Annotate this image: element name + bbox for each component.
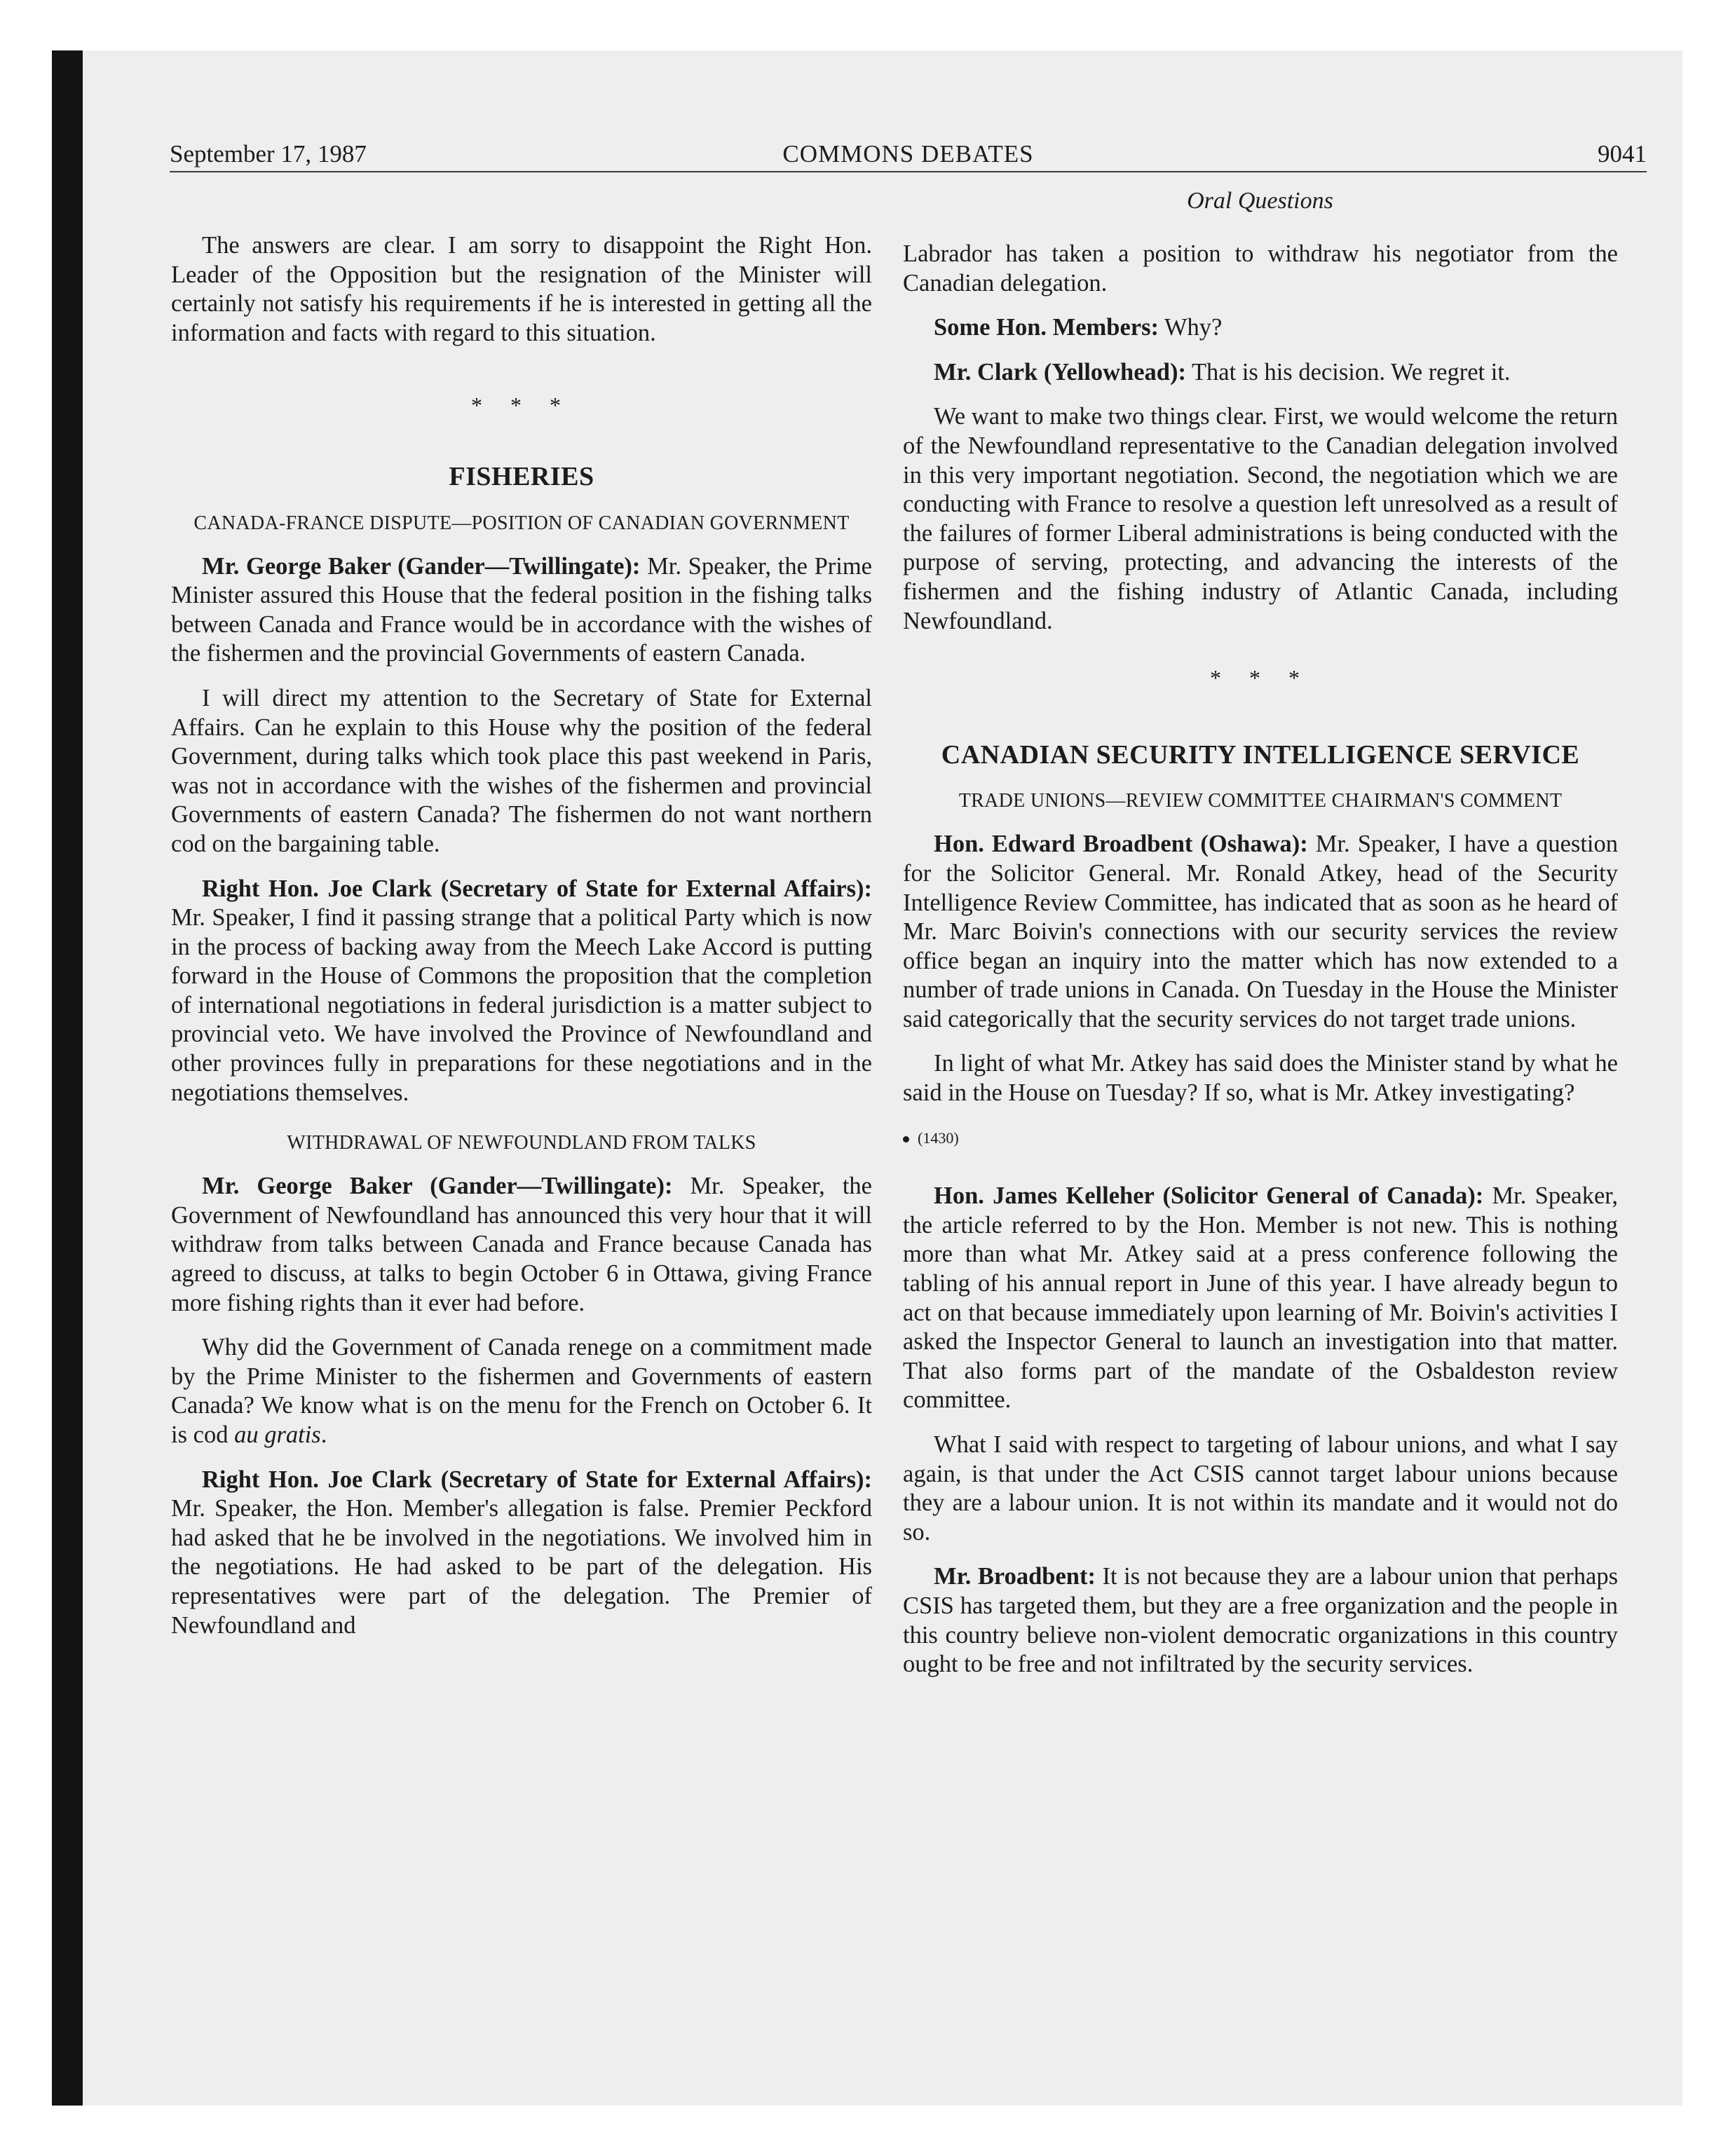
paragraph — [903, 1562, 1618, 1679]
paragraph: What I said with respect to targeting of labour unions, and what I say again, is that under the Act CSIS cannot target labour unions because they are a labour union. It is not within its mandate and it would not do so. — [903, 1431, 1618, 1546]
left-column — [171, 231, 872, 1656]
paragraph — [903, 830, 1618, 1034]
section-separator: * * * — [471, 393, 572, 418]
italic-phrase: au gratis — [234, 1421, 321, 1448]
binding-edge — [52, 50, 83, 2106]
speech-text: Mr. Speaker, the article referred to by the Hon. Member is not new. This is nothing more than what Mr. Atkey said at a press conference following the tabling of his annual report in June of this year. I have already begun to act on that because immediately upon learning of Mr. Boivin's activities I asked the Inspector General to launch an investigation into that matter. That also forms part of the mandate of the Osbaldeston review committee. — [903, 1182, 1618, 1414]
bullet-icon — [903, 1136, 909, 1142]
section-subheader: Oral Questions — [1187, 188, 1333, 214]
topic-heading: TRADE UNIONS—REVIEW COMMITTEE CHAIRMAN'S COMMENT — [958, 790, 1563, 812]
speaker-name: Some Hon. Members: — [934, 314, 1159, 341]
speech-text: Why? — [1158, 314, 1223, 341]
paragraph: The answers are clear. I am sorry to disappoint the Right Hon. Leader of the Opposition but the resignation of the Minister will certainly not satisfy his requirements if he is interested in getting all the information and facts with regard to this situation. — [171, 232, 872, 346]
speech-text: That is his decision. We regret it. — [1185, 358, 1511, 386]
speaker-name: Right Hon. Joe Clark (Secretary of State for External Affairs): — [202, 1466, 872, 1493]
header-page-number: 9041 — [1598, 140, 1647, 168]
speech-text: Mr. Speaker, the Prime Minister assured this House that the federal position in the fishing talks between Canada and France would be in accordance with the wishes of the fishermen and the provincial Governments of eastern Canada. — [171, 552, 872, 667]
time-marker-text: (1430) — [918, 1128, 959, 1147]
speech-text: Mr. Speaker, the Government of Newfoundland has announced this very hour that it will withdraw from talks between Canada and France because Canada has agreed to discuss, at talks to begin October 6 in Ottawa, giving France more fishing rights than it ever had before. — [171, 1173, 872, 1316]
paragraph — [171, 1172, 872, 1318]
paragraph — [171, 1466, 872, 1641]
section-separator: * * * — [1210, 665, 1311, 691]
time-marker — [903, 1124, 1618, 1153]
speech-text: It is not because they are a labour union that perhaps CSIS has targeted them, but they are a free organization and the people in this country believe non-violent democratic organizations in this country ought to be free and not infiltrated by the security services. — [903, 1563, 1619, 1678]
speech-text: Why did the Government of Canada renege on a commitment made by the Prime Minister to the fishermen and Governments of eastern Canada? We know what is on the menu for the French on October 6. It is cod — [171, 1334, 872, 1448]
paragraph: I will direct my attention to the Secretary of State for External Affairs. Can he explain to this House why the position of the federal Government, during talks which took place this past weekend in Paris, was not in accordance with the wishes of the fishermen and provincial Governments of eastern Canada? The fishermen do not want northern cod on the bargaining table. — [171, 684, 872, 857]
speech-text: Mr. Speaker, the Hon. Member's allegation is false. Premier Peckford had asked that he be involved in the negotiations. We involved him in the negotiations. He had asked to be part of the delegation. His representatives were part of the delegation. The Premier of Newfoundland and — [171, 1495, 872, 1639]
section-title: CANADIAN SECURITY INTELLIGENCE SERVICE — [941, 739, 1580, 770]
speaker-name: Hon. James Kelleher (Solicitor General of Canada): — [934, 1182, 1484, 1210]
topic-heading: CANADA-FRANCE DISPUTE—POSITION OF CANADIAN GOVERNMENT — [193, 512, 850, 534]
speaker-name: Mr. Clark (Yellowhead): — [934, 358, 1186, 386]
header-date: September 17, 1987 — [170, 140, 367, 168]
speech-text-end: . — [320, 1421, 327, 1448]
paragraph — [903, 313, 1618, 343]
paragraph: Labrador has taken a position to withdraw his negotiator from the Canadian delegation. — [903, 240, 1618, 296]
speaker-name: Mr. George Baker (Gander—Twillingate): — [202, 1173, 673, 1200]
scanned-page — [52, 50, 1682, 2106]
paragraph — [903, 1182, 1618, 1415]
speaker-name: Mr. Broadbent: — [934, 1563, 1096, 1590]
speaker-name: Mr. George Baker (Gander—Twillingate): — [202, 552, 641, 580]
paragraph: In light of what Mr. Atkey has said does the Minister stand by what he said in the House on Tuesday? If so, what is Mr. Atkey investigating? — [903, 1050, 1618, 1107]
paragraph — [171, 1333, 872, 1449]
paragraph — [903, 358, 1618, 388]
paragraph — [171, 875, 872, 1108]
speech-text: Mr. Speaker, I have a question for the Solicitor General. Mr. Ronald Atkey, head of the Security Intelligence Review Committee, has indicated that as soon as he heard of Mr. Marc Boivin's connections with our security services the review office began an inquiry into the matter which has now extended to a number of trade unions in Canada. On Tuesday in the House the Minister said categorically that the security services do not target trade unions. — [903, 831, 1618, 1032]
paragraph: We want to make two things clear. First, we would welcome the return of the Newfoundland representative to the Canadian delegation involved in this very important negotiation. Second, the negotiation which we are conducting with France to resolve a question left unresolved as a result of the failures of former Liberal administrations is being conducted with the purpose of serving, protecting, and advancing the interests of the fishermen and the fishing industry of Atlantic Canada, including Newfoundland. — [903, 403, 1618, 634]
section-title: FISHERIES — [449, 461, 594, 491]
paragraph — [171, 552, 872, 669]
speaker-name: Hon. Edward Broadbent (Oshawa): — [934, 831, 1308, 858]
header-publication: COMMONS DEBATES — [782, 140, 1034, 168]
right-column — [903, 240, 1618, 1695]
topic-heading: WITHDRAWAL OF NEWFOUNDLAND FROM TALKS — [287, 1132, 756, 1154]
speech-text: Mr. Speaker, I find it passing strange that a political Party which is now in the process of backing away from the Meech Lake Accord is putting forward in the House of Commons the proposition that the completion of international negotiations in federal jurisdiction is a matter subject to provincial veto. We have involved the Province of Newfoundland and other provinces fully in preparations for these negotiations and in the negotiations themselves. — [171, 904, 872, 1106]
speaker-name: Right Hon. Joe Clark (Secretary of State for External Affairs): — [202, 875, 872, 902]
page-header — [170, 140, 1647, 172]
